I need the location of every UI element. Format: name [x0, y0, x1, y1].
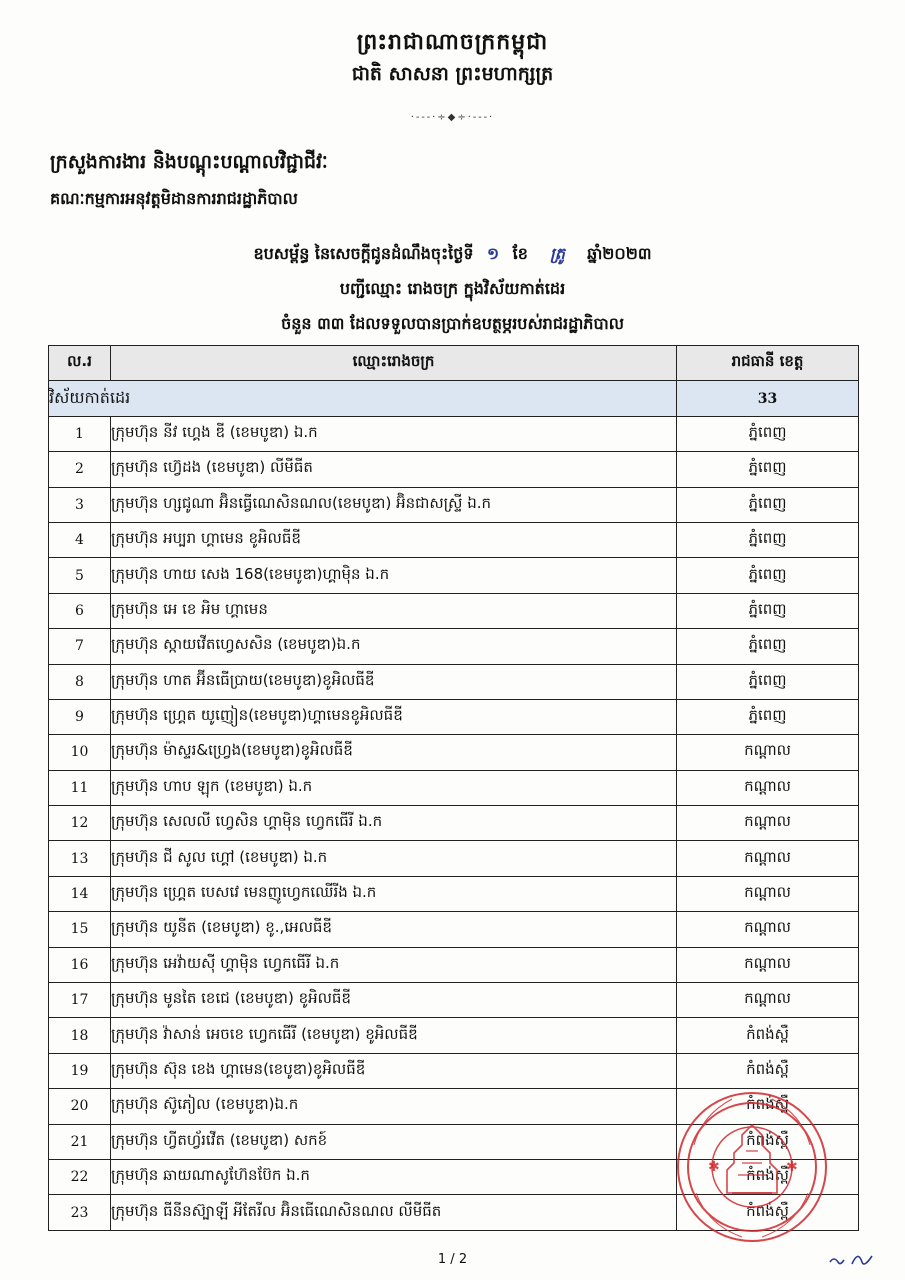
annex-month: ត្រូ [550, 244, 565, 263]
province-name: កំពង់ស្ពឺ [677, 1195, 859, 1230]
company-name: ក្រុមហ៊ុន វ៉ាសាន់ អេចខេ ហ្វេកធើរី (ខេមបូឌា) ខូអិលធីឌី [111, 1018, 677, 1053]
ministry-name: ក្រសួងការងារ និងបណ្តុះបណ្តាលវិជ្ជាជីវៈ [50, 151, 328, 173]
row-number: 4 [49, 522, 111, 557]
province-name: កណ្តាល [677, 876, 859, 911]
company-name: ក្រុមហ៊ុន ឆាយណាសូហ៊ែនប៊ែក ឯ.ក [111, 1159, 677, 1194]
company-name: ក្រុមហ៊ុន ហ្សជូណា អ៊ិនធ្វើណេសិនណល(ខេមបូឌា) អ៊ិនជាសស្ទ្រី ឯ.ក [111, 487, 677, 522]
table-row [49, 664, 859, 699]
row-number: 1 [49, 416, 111, 451]
row-number: 18 [49, 1018, 111, 1053]
row-number: 14 [49, 876, 111, 911]
annex-month-word: ខែ [512, 244, 528, 263]
row-number: 16 [49, 947, 111, 982]
official-seal-icon [672, 1075, 832, 1260]
company-name: ក្រុមហ៊ុន នីវ ហ្គេង ឌី (ខេមបូឌា) ឯ.ក [111, 416, 677, 451]
table-row [49, 522, 859, 557]
company-name: ក្រុមហ៊ុន មូនតៃ ខេជេ (ខេមបូឌា) ខូអិលធីឌី [111, 983, 677, 1018]
row-number: 6 [49, 593, 111, 628]
company-name: ក្រុមហ៊ុន អប្បរា ហ្គាមេន ខូអិលធីឌី [111, 522, 677, 557]
table-row [49, 558, 859, 593]
ornament-divider: ·---·÷◆÷·---· [410, 112, 495, 123]
table-row [49, 487, 859, 522]
province-name: កណ្តាល [677, 770, 859, 805]
province-name: កណ្តាល [677, 912, 859, 947]
row-number: 11 [49, 770, 111, 805]
table-row [49, 593, 859, 628]
row-number: 23 [49, 1195, 111, 1230]
table-row [49, 876, 859, 911]
table-row [49, 947, 859, 982]
company-name: ក្រុមហ៊ុន ស្កាយវើតហ្វេសសិន (ខេមបូឌា)ឯ.ក [111, 629, 677, 664]
row-number: 13 [49, 841, 111, 876]
province-name: កណ្តាល [677, 841, 859, 876]
row-number: 17 [49, 983, 111, 1018]
table-header-row [49, 346, 859, 381]
table-row [49, 735, 859, 770]
province-name: ភ្នំពេញ [677, 416, 859, 451]
company-name: ក្រុមហ៊ុន ហ្វីតហ្វ័រវើត (ខេមបូឌា) សកខ៍ [111, 1124, 677, 1159]
header-no: ល.រ [49, 346, 111, 381]
table-row [49, 629, 859, 664]
province-name: កំពង់ស្ពឺ [677, 1089, 859, 1124]
company-name: ក្រុមហ៊ុន ហាត អ៊ីនធើប្រាយ(ខេមបូឌា)ខូអិលធីឌី [111, 664, 677, 699]
table-row [49, 770, 859, 805]
company-name: ក្រុមហ៊ុន ស៊ុន ខេង ហ្គាមេន(ខេបូឌា)ខូអិលធីឌី [111, 1053, 677, 1088]
svg-text:✱: ✱ [708, 1159, 720, 1175]
row-number: 10 [49, 735, 111, 770]
table-row [49, 912, 859, 947]
table-row [49, 806, 859, 841]
province-name: កណ្តាល [677, 735, 859, 770]
annex-year: ឆ្នាំ២០២៣ [587, 244, 652, 263]
company-name: ក្រុមហ៊ុន អេវ៉ាយស៊ី ហ្គាម៉ិន ហ្វេកធើរី ឯ.ក [111, 947, 677, 982]
table-row [49, 699, 859, 734]
company-name: ក្រុមហ៊ុន ធីនីនស៊្បាឡី អីតែរីល អ៊ិនធើណេសិនណល លីមីធីត [111, 1195, 677, 1230]
row-number: 5 [49, 558, 111, 593]
company-name: ក្រុមហ៊ុន ហាប ឡុក (ខេមបូឌា) ឯ.ក [111, 770, 677, 805]
company-name: ក្រុមហ៊ុន អេ ខេ អិម ហ្គាមេន [111, 593, 677, 628]
list-title: បញ្ជីឈ្មោះ រោងចក្រ ក្នុងវិស័យកាត់ដេរ [339, 279, 566, 298]
province-name: ភ្នំពេញ [677, 558, 859, 593]
province-name: កណ្តាល [677, 806, 859, 841]
row-number: 12 [49, 806, 111, 841]
company-name: ក្រុមហ៊ុន សេលលី ហ្វេសិន ហ្គាម៉ិន ហ្វេកធើរី ឯ.ក [111, 806, 677, 841]
province-name: កណ្តាល [677, 983, 859, 1018]
annex-prefix: ឧបសម្ព័ន្ធ នៃសេចក្តីជូនដំណឹងចុះថ្ងៃទី [253, 244, 474, 263]
company-name: ក្រុមហ៊ុន យូនីត (ខេមបូឌា) ខូ.,អេលធីឌី [111, 912, 677, 947]
province-name: ភ្នំពេញ [677, 664, 859, 699]
company-name: ក្រុមហ៊ុន ស៊ូភៀល (ខេមបូឌា)ឯ.ក [111, 1089, 677, 1124]
province-name: ភ្នំពេញ [677, 593, 859, 628]
annex-day: ១ [487, 244, 500, 263]
province-name: ភ្នំពេញ [677, 487, 859, 522]
annex-title [0, 243, 905, 267]
row-number: 22 [49, 1159, 111, 1194]
page-number: 1 / 2 [437, 1252, 468, 1267]
row-number: 8 [49, 664, 111, 699]
row-number: 2 [49, 452, 111, 487]
row-number: 21 [49, 1124, 111, 1159]
row-number: 20 [49, 1089, 111, 1124]
section-total: 33 [677, 381, 859, 416]
table-row [49, 452, 859, 487]
kingdom-title: ព្រះរាជាណាចក្រកម្ពុជា [356, 29, 549, 55]
province-name: កំពង់ស្ពឺ [677, 1053, 859, 1088]
company-name: ក្រុមហ៊ុន ហ្គ្រេត យូញៀន(ខេមបូឌា)ហ្គាមេនខូអិលធីឌី [111, 699, 677, 734]
row-number: 3 [49, 487, 111, 522]
committee-name: គណៈកម្មការអនុវត្តមិដានការរាជរដ្ឋាភិបាល [50, 189, 298, 208]
company-name: ក្រុមហ៊ុន ហ្គ្រេត បេសវេ មេនញូហ្វេកឈើរីង ឯ.ក [111, 876, 677, 911]
province-name: ភ្នំពេញ [677, 629, 859, 664]
province-name: ភ្នំពេញ [677, 522, 859, 557]
count-line: ចំនួន ៣៣ ដែលទទួលបានប្រាក់ឧបត្ថម្ភរបស់រាជរដ្ឋាភិបាល [281, 314, 624, 333]
province-name: ភ្នំពេញ [677, 452, 859, 487]
row-number: 9 [49, 699, 111, 734]
header-province: រាជធានី ខេត្ត [677, 346, 859, 381]
row-number: 7 [49, 629, 111, 664]
province-name: កំពង់ស្ពឺ [677, 1159, 859, 1194]
company-name: ក្រុមហ៊ុន ហ៊្វេដង (ខេមបូឌា) លីមីធីត [111, 452, 677, 487]
svg-text:✱: ✱ [786, 1159, 798, 1175]
table-row [49, 416, 859, 451]
province-name: កំពង់ស្ពឺ [677, 1124, 859, 1159]
company-name: ក្រុមហ៊ុន ហាយ សេង 168(ខេមបូឌា)ហ្គាម៉ិន ឯ.ក [111, 558, 677, 593]
province-name: កំពង់ស្ពឺ [677, 1018, 859, 1053]
province-name: ភ្នំពេញ [677, 699, 859, 734]
header-name: ឈ្មោះរោងចក្រ [111, 346, 677, 381]
section-row [49, 381, 859, 416]
section-label: វិស័យកាត់ដេរ [49, 381, 677, 416]
row-number: 15 [49, 912, 111, 947]
national-motto: ជាតិ សាសនា ព្រះមហាក្សត្រ [351, 63, 554, 85]
row-number: 19 [49, 1053, 111, 1088]
table-row [49, 841, 859, 876]
table-row [49, 1018, 859, 1053]
table-row [49, 983, 859, 1018]
province-name: កណ្តាល [677, 947, 859, 982]
company-name: ក្រុមហ៊ុន ជី សូល ហ្គៅ (ខេមបូឌា) ឯ.ក [111, 841, 677, 876]
company-name: ក្រុមហ៊ុន ម៉ាស្ទរ&ហ្វ្រេង(ខេមបូឌា)ខូអិលធីឌី [111, 735, 677, 770]
